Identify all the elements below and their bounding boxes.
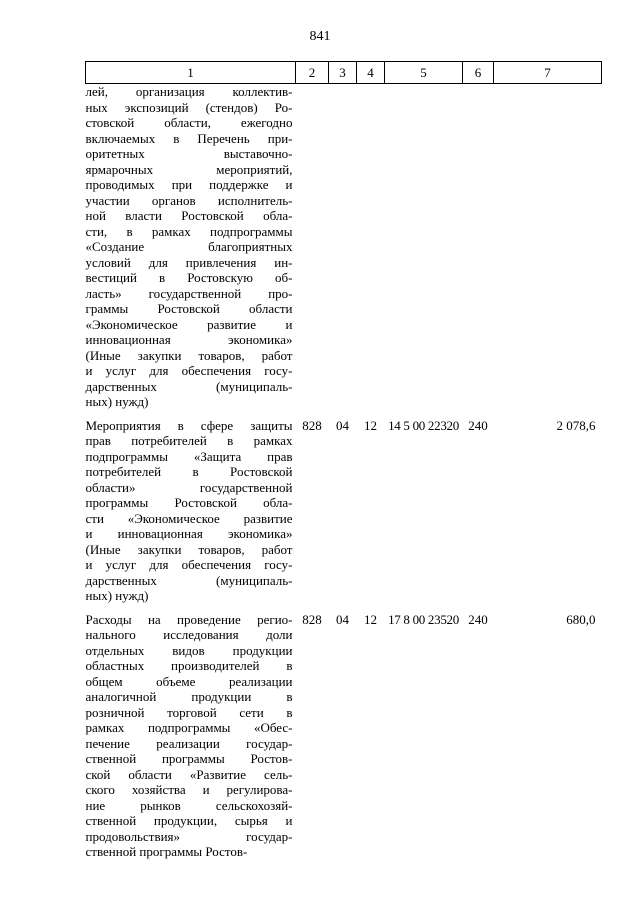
description-line: стовской области, ежегодно: [85, 115, 293, 130]
description-line: условий для привлечения ин-: [85, 254, 293, 270]
description-line: потребителей в Ростовской: [85, 464, 293, 479]
description-line: сти «Экономическое развитие: [85, 510, 293, 526]
column-header: 3: [329, 62, 357, 84]
amount: [494, 84, 602, 410]
description-line: ской области «Развитие сель-: [85, 766, 293, 782]
description-line: граммы Ростовской области: [85, 301, 293, 316]
description-line: ных) нужд): [85, 588, 149, 603]
budget-table-container: [85, 61, 601, 860]
description-line: ственной продукции, сырья и: [85, 813, 293, 828]
description-line: и услуг для обеспечения госу-: [85, 363, 293, 378]
column-header: 2: [296, 62, 329, 84]
description-line: Расходы на проведение регио-: [85, 611, 293, 627]
description-line: подпрограммы «Защита прав: [85, 448, 293, 464]
description-line: отдельных видов продукции: [85, 642, 293, 658]
description-line: сти, в рамках подпрограммы: [85, 223, 293, 239]
subsection-code: [357, 84, 385, 410]
expense-type-code: 240: [468, 417, 488, 433]
section-code: [329, 84, 357, 410]
ministry-code: [296, 84, 329, 410]
table-row: [86, 418, 602, 604]
description-line: области» государственной: [85, 479, 293, 495]
table-row: [86, 612, 602, 860]
column-header: 1: [86, 62, 296, 84]
description-line: Мероприятия в сфере защиты: [85, 417, 293, 433]
description-line: рамках подпрограммы «Обес-: [85, 720, 293, 735]
description-line: ласть» государственной про-: [85, 285, 293, 301]
description-line: дарственных (муниципаль-: [85, 378, 293, 394]
description-line: ственной программы Ростов-: [85, 844, 248, 859]
description-line: программы Ростовской обла-: [85, 495, 293, 510]
description-line: и услуг для обеспечения госу-: [85, 557, 293, 572]
description-line: инновационная экономика»: [85, 332, 293, 347]
item-description: [86, 418, 296, 604]
page-number: 841: [309, 29, 331, 44]
description-line: общем объеме реализации: [85, 673, 293, 689]
description-line: и инновационная экономика»: [85, 526, 293, 541]
description-line: ственной программы Ростов-: [85, 751, 293, 766]
description-line: печение реализации государ-: [85, 735, 293, 751]
description-line: «Экономическое развитие и: [85, 316, 293, 332]
amount: 2 078,6: [556, 417, 596, 433]
description-line: дарственных (муниципаль-: [85, 572, 293, 588]
row-spacer: [86, 410, 602, 418]
description-line: вестиций в Ростовскую об-: [85, 270, 293, 285]
target-article-code: 17 8 00 23520: [388, 611, 459, 627]
column-header-row: [86, 62, 602, 84]
subsection-code: 12: [364, 417, 377, 433]
item-description: [86, 612, 296, 860]
column-header: 7: [494, 62, 602, 84]
subsection-code: 12: [364, 611, 377, 627]
target-article-code: [385, 84, 463, 410]
description-line: ского хозяйства и регулирова-: [85, 782, 293, 797]
expense-type-code: 240: [468, 611, 488, 627]
description-line: ных) нужд): [85, 394, 149, 409]
table-row: [86, 84, 602, 410]
description-line: включаемых в Перечень при-: [85, 130, 293, 146]
description-line: (Иные закупки товаров, работ: [85, 541, 293, 557]
description-line: аналогичной продукции в: [85, 689, 293, 704]
description-line: нального исследования доли: [85, 627, 293, 642]
section-code: 04: [336, 417, 349, 433]
description-line: ние рынков сельскохозяй-: [85, 797, 293, 813]
description-line: продовольствия» государ-: [85, 828, 293, 844]
description-line: ярмарочных мероприятий,: [85, 161, 293, 177]
item-description: [86, 84, 296, 410]
ministry-code: 828: [302, 611, 322, 627]
description-line: «Создание благоприятных: [85, 239, 293, 254]
description-line: розничной торговой сети в: [85, 704, 293, 720]
description-line: оритетных выставочно-: [85, 146, 293, 161]
target-article-code: 14 5 00 22320: [388, 417, 459, 433]
description-line: проводимых при поддержке и: [85, 177, 293, 192]
column-header: 5: [385, 62, 463, 84]
description-line: областных производителей в: [85, 658, 293, 673]
amount: 680,0: [566, 611, 596, 627]
expense-type-code: [463, 84, 494, 410]
row-spacer: [86, 604, 602, 612]
section-code: 04: [336, 611, 349, 627]
column-header: 6: [463, 62, 494, 84]
budget-table: [85, 61, 602, 860]
description-line: ных экспозиций (стендов) Ро-: [85, 99, 293, 115]
description-line: участии органов исполнитель-: [85, 192, 293, 208]
column-header: 4: [357, 62, 385, 84]
description-line: ной власти Ростовской обла-: [85, 208, 293, 223]
description-line: лей, организация коллектив-: [85, 84, 293, 99]
ministry-code: 828: [302, 417, 322, 433]
description-line: (Иные закупки товаров, работ: [85, 347, 293, 363]
description-line: прав потребителей в рамках: [85, 433, 293, 448]
